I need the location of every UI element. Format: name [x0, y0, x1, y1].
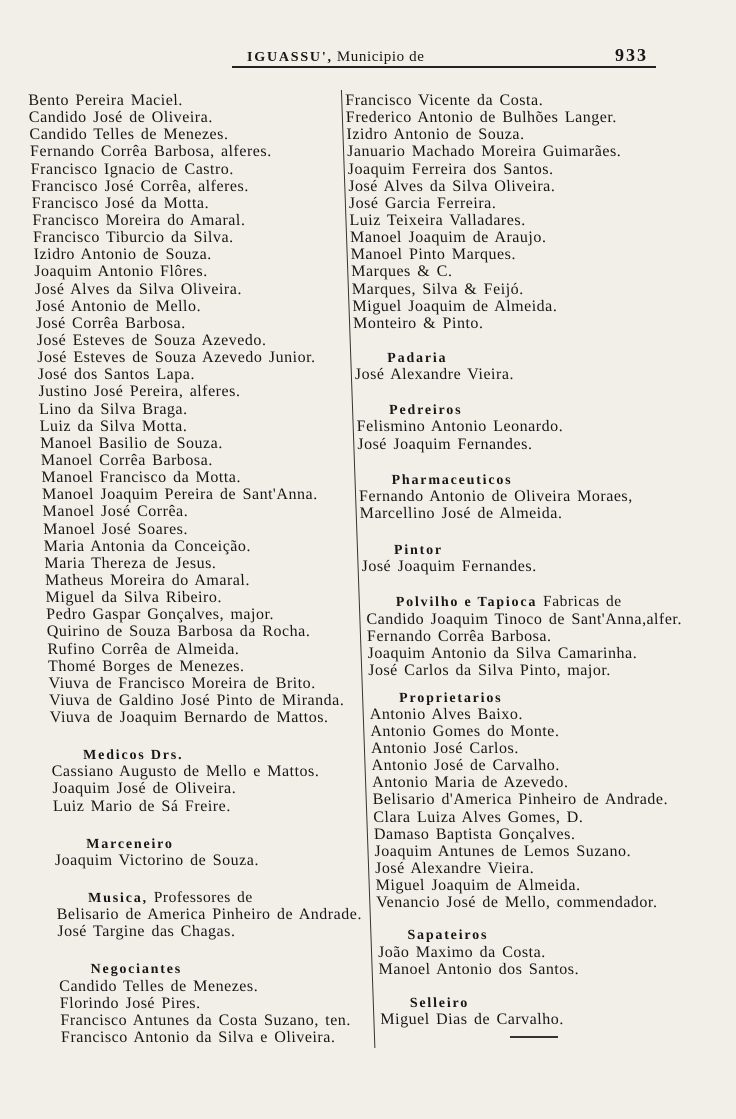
section-negociantes — [58, 960, 366, 1046]
directory-entry: Manoel Joaquim de Araujo. — [349, 229, 547, 247]
directory-entry: Francisco Moreira do Amaral. — [32, 211, 246, 229]
section-heading-proprietarios — [366, 689, 685, 706]
section-heading-label: Selleiro — [409, 996, 470, 1012]
section-heading-sapateiros — [374, 926, 693, 943]
right-column — [345, 92, 696, 1029]
section-heading-label: Negociantes — [90, 962, 183, 978]
section-heading-label: Medicos Drs. — [82, 748, 184, 764]
directory-entry: Francisco Tiburcio da Silva. — [32, 229, 234, 247]
section-heading-qualifier: Fabricas de — [542, 593, 622, 611]
directory-entry: Viuva de Francisco Moreira de Brito. — [48, 674, 316, 692]
directory-entry: Manoel José Soares. — [42, 520, 189, 538]
section-heading-label: Pintor — [393, 543, 444, 559]
directory-entry: Francisco Antunes da Costa Suzano, ten. — [60, 1011, 352, 1029]
directory-entry: Belisario d'America Pinheiro de Andrade. — [372, 791, 669, 809]
section-heading-padaria — [354, 349, 673, 366]
directory-entry: Pedro Gaspar Gonçalves, major. — [45, 606, 275, 624]
section-heading-label: Padaria — [387, 350, 448, 366]
directory-entry: José Targine das Chagas. — [57, 923, 236, 941]
directory-entry: Joaquim Antonio Flôres. — [33, 263, 208, 281]
directory-entry: João Maximo da Costa. — [377, 943, 546, 961]
directory-entry: Januario Machado Moreira Guimarães. — [346, 143, 622, 161]
directory-entry: Quirino de Souza Barbosa da Rocha. — [46, 623, 311, 641]
section-heading-marceneiro — [54, 835, 360, 852]
directory-entry: José Alves da Silva Oliveira. — [34, 280, 243, 298]
directory-entry: Monteiro & Pinto. — [352, 314, 484, 332]
running-head-title — [247, 47, 424, 67]
section-pedreiros — [356, 401, 676, 452]
section-heading-label: Pharmaceuticos — [391, 473, 513, 489]
section-pintor — [361, 541, 681, 575]
municipality-name: IGUASSU', — [247, 50, 333, 65]
directory-entry: Manoel Basilio de Souza. — [39, 434, 223, 452]
directory-entry: Manoel Pinto Marques. — [350, 246, 517, 264]
section-heading-label: Sapateiros — [407, 928, 489, 944]
directory-entry: José Garcia Ferreira. — [348, 194, 497, 212]
directory-entry: Izidro Antonio de Souza. — [33, 246, 212, 264]
directory-entry: José Alves da Silva Oliveira. — [347, 177, 556, 195]
directory-entry: Viuva de Joaquim Bernardo de Mattos. — [49, 709, 329, 727]
directory-entry: Manoel Antonio dos Santos. — [378, 960, 580, 978]
directory-entry: Bento Pereira Maciel. — [28, 92, 184, 109]
directory-entry: Matheus Moreira do Amaral. — [44, 571, 251, 589]
section-heading-polvilho-tapioca — [363, 593, 682, 610]
directory-entry: Rufino Corrêa de Almeida. — [47, 640, 240, 658]
directory-entry: Belisario de America Pinheiro de Andrade. — [56, 906, 363, 924]
directory-entry: Luiz Teixeira Valladares. — [349, 211, 526, 229]
section-padaria — [354, 349, 674, 383]
section-heading-label: Proprietarios — [398, 690, 503, 706]
directory-entry: Fernando Corrêa Barbosa. — [366, 627, 552, 645]
directory-entry: Candido Telles de Menezes. — [58, 977, 259, 995]
directory-entry: José Joaquim Fernandes. — [356, 435, 533, 453]
continued-list — [345, 92, 672, 332]
directory-entry: Thomé Borges de Menezes. — [47, 657, 245, 675]
directory-entry: José Carlos da Silva Pinto, major. — [367, 661, 612, 679]
directory-entry: Lino da Silva Braga. — [38, 400, 188, 418]
directory-entry: Francisco José Corrêa, alferes. — [30, 177, 250, 195]
directory-entry: Joaquim Antunes de Lemos Suzano. — [374, 842, 632, 860]
directory-entry: Francisco José da Motta. — [31, 194, 210, 212]
section-heading-label: Polvilho e Tapioca — [395, 595, 538, 611]
section-heading-negociantes — [58, 960, 364, 977]
directory-entry: Miguel Joaquim de Almeida. — [375, 877, 581, 895]
directory-entry: Luiz da Silva Motta. — [39, 417, 188, 435]
section-heading-pharmaceuticos — [358, 471, 677, 488]
page-number: 933 — [615, 45, 648, 65]
left-column — [28, 92, 366, 1046]
directory-entry: José Corrêa Barbosa. — [35, 314, 186, 332]
directory-entry: Miguel Joaquim de Almeida. — [352, 297, 558, 315]
header-rule — [232, 66, 656, 68]
section-heading-pintor — [361, 541, 680, 558]
directory-entry: Miguel da Silva Ribeiro. — [45, 589, 223, 607]
directory-entry: José Joaquim Fernandes. — [361, 558, 537, 576]
section-marceneiro — [54, 835, 360, 869]
section-heading-medicos — [51, 746, 357, 763]
section-heading-label: Musica, — [87, 891, 149, 907]
section-polvilho-tapioca — [363, 593, 684, 679]
directory-entry: Miguel Dias de Carvalho. — [380, 1011, 564, 1029]
section-heading-label: Marceneiro — [86, 836, 174, 852]
section-heading-selleiro — [377, 994, 696, 1011]
directory-entry: Izidro Antonio de Souza. — [346, 126, 525, 144]
directory-entry: Joaquim Ferreira dos Santos. — [347, 160, 554, 178]
directory-entry: Francisco Vicente da Costa. — [345, 92, 544, 109]
closing-rule — [510, 1036, 558, 1038]
directory-entry: Joaquim Victorino de Souza. — [54, 851, 260, 869]
section-sapateiros — [374, 926, 694, 977]
directory-entry: Manoel Joaquim Pereira de Sant'Anna. — [41, 486, 318, 504]
directory-entry: Francisco Antonio da Silva e Oliveira. — [60, 1029, 336, 1047]
directory-entry: Marques, Silva & Feijó. — [351, 280, 524, 298]
directory-entry: Maria Thereza de Jesus. — [44, 554, 217, 572]
directory-entry: Luiz Mario de Sá Freire. — [52, 797, 231, 815]
directory-entry: Antonio Alves Baixo. — [369, 705, 524, 723]
directory-entry: Francisco Ignacio de Castro. — [30, 160, 235, 178]
section-heading-pedreiros — [356, 401, 675, 418]
directory-entry: Joaquim Antonio da Silva Camarinha. — [367, 644, 638, 662]
municipality-label: Municipio de — [336, 49, 425, 65]
directory-entry: Fernando Corrêa Barbosa, alferes. — [29, 143, 272, 161]
section-musica — [56, 889, 363, 940]
section-proprietarios — [366, 689, 692, 912]
directory-entry: Viuva de Galdino José Pinto de Miranda. — [48, 691, 345, 709]
section-heading-label: Pedreiros — [388, 403, 463, 419]
directory-entry: Manoel Corrêa Barbosa. — [40, 451, 214, 469]
directory-entry: Fernando Antonio de Oliveira Moraes, — [358, 488, 633, 506]
section-selleiro — [377, 994, 697, 1028]
directory-entry: José Esteves de Souza Azevedo Junior. — [36, 349, 316, 367]
directory-entry: Antonio José de Carvalho. — [371, 757, 561, 775]
section-pharmaceuticos — [358, 471, 678, 522]
directory-entry: Felismino Antonio Leonardo. — [356, 418, 564, 436]
directory-entry: José Antonio de Mello. — [35, 297, 202, 315]
section-heading-musica — [56, 889, 362, 906]
directory-entry: Marques & C. — [350, 263, 453, 281]
directory-entry: Candido José de Oliveira. — [28, 109, 213, 127]
section-heading-qualifier: Professores de — [153, 889, 254, 907]
directory-entry: Candido Telles de Menezes. — [29, 126, 229, 144]
directory-entry: Manoel Francisco da Motta. — [41, 469, 242, 487]
directory-entry: José dos Santos Lapa. — [37, 366, 196, 384]
directory-entry: José Esteves de Souza Azevedo. — [36, 331, 267, 349]
directory-entry: José Alexandre Vieira. — [374, 859, 535, 877]
continued-list — [28, 92, 355, 726]
directory-entry: Manoel José Corrêa. — [42, 503, 189, 521]
directory-entry: Antonio José Carlos. — [370, 740, 520, 757]
directory-entry: Joaquim José de Oliveira. — [52, 780, 237, 798]
section-medicos — [51, 746, 358, 815]
directory-entry: Cassiano Augusto de Mello e Mattos. — [51, 763, 320, 781]
two-column-body — [0, 92, 734, 1052]
directory-entry: Venancio José de Mello, commendador. — [376, 894, 658, 912]
directory-entry: Maria Antonia da Conceição. — [43, 537, 252, 555]
directory-entry: Damaso Baptista Gonçalves. — [373, 825, 576, 843]
directory-entry: Florindo José Pires. — [59, 994, 201, 1012]
directory-entry: Antonio Gomes do Monte. — [370, 722, 560, 740]
directory-entry: Clara Luiza Alves Gomes, D. — [373, 808, 584, 826]
directory-entry: Justino José Pereira, alferes. — [38, 383, 241, 401]
directory-entry: Frederico Antonio de Bulhões Langer. — [345, 109, 618, 127]
directory-entry: Antonio Maria de Azevedo. — [371, 774, 569, 792]
directory-entry: Marcellino José de Almeida. — [359, 505, 563, 523]
directory-entry: José Alexandre Vieira. — [354, 366, 515, 384]
directory-entry: Candido Joaquim Tinoco de Sant'Anna,alfer. — [366, 610, 683, 628]
